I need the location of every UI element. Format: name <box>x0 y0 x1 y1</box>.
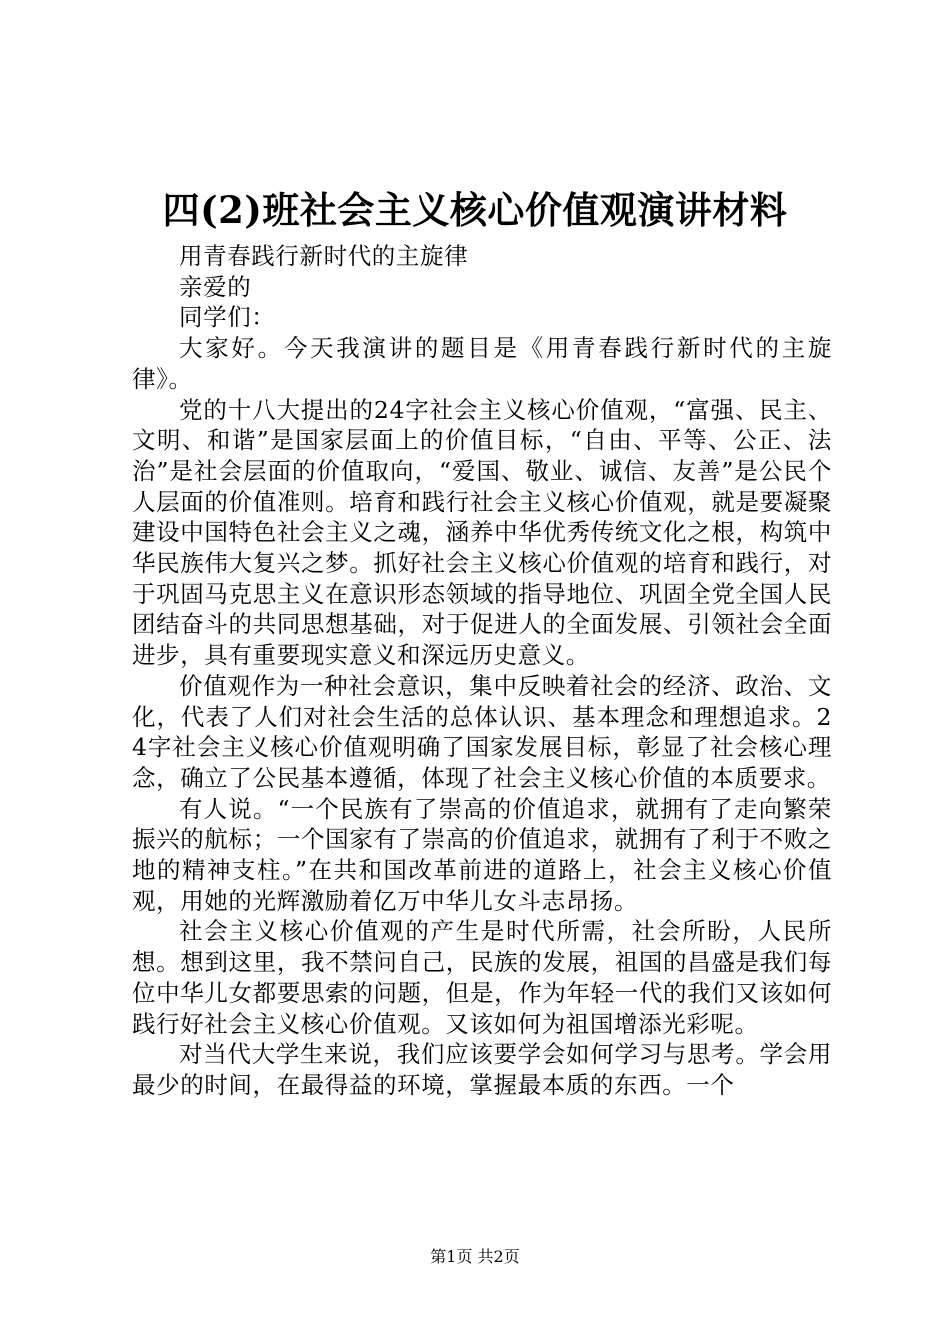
document-body <box>132 241 832 1101</box>
paragraph-greeting: 大家好。今天我演讲的题目是《用青春践行新时代的主旋律》。 <box>132 334 832 393</box>
document-title: 四(2)班社会主义核心价值观演讲材料 <box>162 188 788 232</box>
page-number: 第1页 共2页 <box>430 1247 520 1266</box>
paragraph-students: 对当代大学生来说，我们应该要学会如何学习与思考。学会用最少的时间，在最得益的环境，掌握最本质的东西。一个 <box>132 1040 832 1099</box>
salutation-line-1: 亲爱的 <box>179 272 252 301</box>
salutation-line-2: 同学们： <box>179 303 276 332</box>
paragraph-value-concept: 价值观作为一种社会意识，集中反映着社会的经济、政治、文化，代表了人们对社会生活的总体认识、基本理念和理想追求。24字社会主义核心价值观明确了国家发展目标，彰显了社会核心理念，确立了公民基本遵循，体现了社会主义核心价值的本质要求。 <box>132 671 832 792</box>
paragraph-core-values: 党的十八大提出的24字社会主义核心价值观，“富强、民主、文明、和谐”是国家层面上的价值目标，“自由、平等、公正、法治”是社会层面的价值取向，“爱国、敬业、诚信、友善”是公民个人层面的价值准则。培育和践行社会主义核心价值观，就是要凝聚建设中国特色社会主义之魂，涵养中华优秀传统文化之根，构筑中华民族伟大复兴之梦。抓好社会主义核心价值观的培育和践行，对于巩固马克思主义在意识形态领域的指导地位、巩固全党全国人民团结奋斗的共同思想基础，对于促进人的全面发展、引领社会全面进步，具有重要现实意义和深远历史意义。 <box>132 395 832 670</box>
paragraph-reflection: 社会主义核心价值观的产生是时代所需，社会所盼，人民所想。想到这里，我不禁问自己，民族的发展，祖国的昌盛是我们每位中华儿女都要思索的问题，但是，作为年轻一代的我们又该如何践行好社会主义核心价值观。又该如何为祖国增添光彩呢。 <box>132 917 832 1038</box>
speech-subtitle: 用青春践行新时代的主旋律 <box>179 242 469 270</box>
paragraph-quote: 有人说。“一个民族有了崇高的价值追求，就拥有了走向繁荣振兴的航标；一个国家有了崇高的价值追求，就拥有了利于不败之地的精神支柱。”在共和国改革前进的道路上，社会主义核心价值观，用她的光辉激励着亿万中华儿女斗志昂扬。 <box>132 794 832 915</box>
